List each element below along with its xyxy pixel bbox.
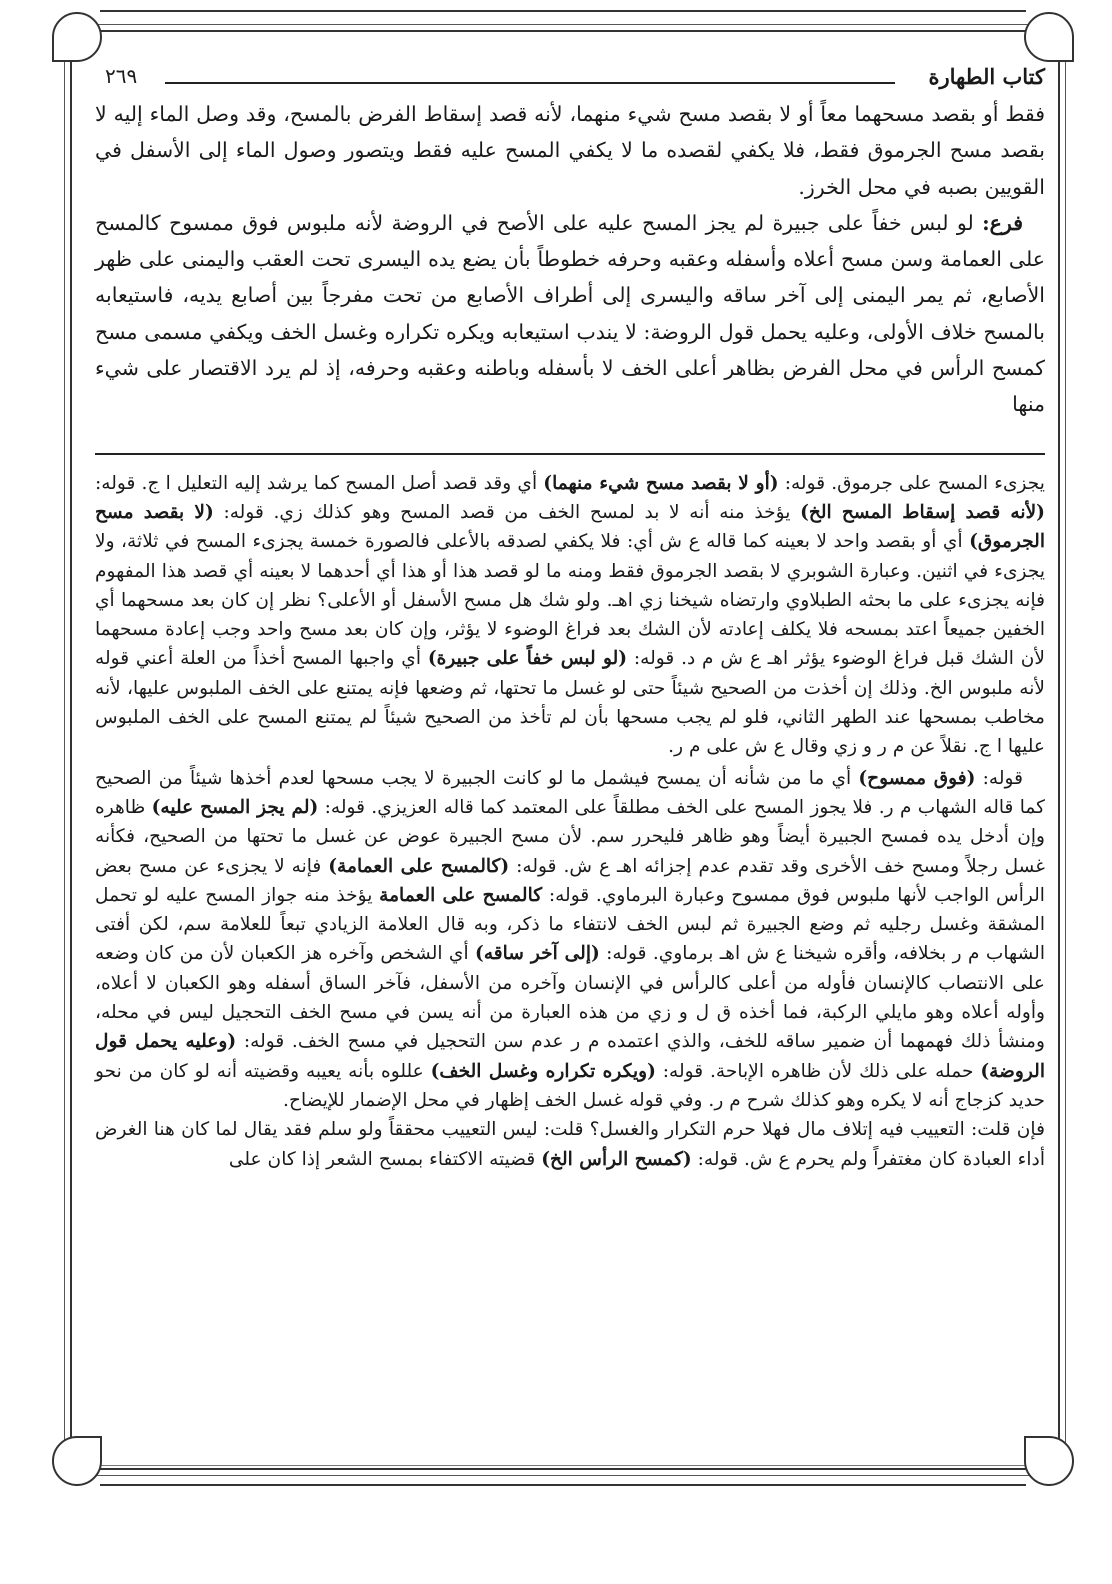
bold-phrase: (ويكره تكراره وغسل الخف) bbox=[430, 1060, 656, 1082]
corner-scroll-ornament bbox=[52, 1436, 102, 1486]
commentary-paragraph bbox=[95, 764, 1045, 1116]
text-run: ظاهره وإن أدخل يده فمسح الجبيرة أيضاً وهو ظاهر فليحرر سم. لأن مسح الجبيرة عوض عن غسل ما تحتها من الصحيح، فكأنه غسل رجلاً ومسح خف الأخرى وقد تقدم عدم إجزائه اهـ ع ش. قوله: bbox=[95, 796, 1045, 877]
commentary-paragraph bbox=[95, 1115, 1045, 1174]
text-run: أي الشخص وآخره هز الكعبان لأن من كان وضعه على الانتصاب كالإنسان فأوله من أعلى كالرأس في الإنسان وآخره من الأسفل، فآخر الساق أسفله وهو الكعبان لا أعلاه، وأوله أعلاه وهو مايلي الركبة، فما أخذه ق ل و زي من هذه العبارة من أنه يسن في مسح الخف التحجيل ليس في محله، ومنشأ ذلك فهمهما أن ضمير ساقه للخف، والذي اعتمده م ر عدم سن التحجيل في مسح الخف. قوله: bbox=[95, 943, 1045, 1053]
bold-phrase: (إلى آخر ساقه) bbox=[475, 943, 600, 965]
text-run: لو لبس خفاً على جبيرة لم يجز المسح عليه على الأصح في الروضة لأنه ملبوس فوق ممسوح كالمسح على العمامة وسن مسح أعلاه وأسفله وعقبه وحرفه خطوطاً بأن يضع يده اليسرى تحت العقب واليمنى على ظهر الأصابع، ثم يمر اليمنى إلى آخر ساقه واليسرى إلى أطراف الأصابع من تحت مفرجاً بين أصابع يديه، فاستيعابه بالمسح خلاف الأولى، وعليه يحمل قول الروضة: لا يندب استيعابه ويكره تكراره وغسل الخف ويكفي مسمى مسح كمسح الرأس في محل الفرض بظاهر أعلى الخف لا بأسفله وباطنه وعقبه وحرفه، إذ لم يرد الاقتصار على شيء منها bbox=[95, 210, 1045, 417]
bold-phrase: (لو لبس خفاً على جبيرة) bbox=[427, 648, 628, 670]
text-run: أي ما من شأنه أن يمسح فيشمل ما لو كانت الجبيرة لا يجب مسحها لعدم أخذها شيئاً من الصحيح كما قاله الشهاب م ر. فلا يجوز المسح على الخف مطلقاً على المعتمد كما قاله العزيزي. قوله: bbox=[95, 767, 1046, 818]
bold-phrase: (لم يجز المسح عليه) bbox=[151, 796, 319, 818]
text-run: حمله على ذلك لأن ظاهره الإباحة. قوله: bbox=[655, 1060, 981, 1082]
bold-phrase: (أو لا بقصد مسح شيء منهما) bbox=[543, 472, 779, 494]
corner-scroll-ornament bbox=[1024, 1436, 1074, 1486]
text-run: عللوه بأنه يعيبه وقضيته أنه لو كان من نحو حديد كزجاج أنه لا يكره وهو كذلك شرح م ر. وفي قوله غسل الخف إظهار في محل الإضمار للإيضاح. bbox=[95, 1060, 1045, 1111]
bold-phrase: (فوق ممسوح) bbox=[858, 767, 976, 789]
text-run: أي واجبها المسح أخذاً من العلة أعني قوله لأنه ملبوس الخ. وذلك إن أخذت من الصحيح شيئاً حتى لو غسل ما تحتها، ثم وضعها فإنه يمتنع على الخف الملبوس عليها، لأنه مخاطب بمسحها عند الطهر الثاني، فلو لم يجب مسحها بأن لم تأخذ من الصحيح شيئاً لم يمتنع المسح على الخف الملبوس عليها ا ج. نقلاً عن م ر و زي وقال ع ش على م ر. bbox=[95, 648, 1045, 758]
bold-phrase: (كمسح الرأس الخ) bbox=[541, 1148, 692, 1170]
text-run: أي أو بقصد واحد لا بعينه كما قاله ع ش أي: فلا يكفي لصدقه بالأعلى فالصورة خمسة يجزىء المسح في ثلاثة، ولا يجزىء في اثنين. وعبارة الشوبري لا بقصد الجرموق فقط ومنه ما لو قصد هذا أو هذا أي أحدهما لا بعينه أي قصد هذا المفهوم فإنه يجزىء على ما بحثه الطبلاوي وارتضاه شيخنا زي اهـ. ولو شك هل مسح الأسفل أو الأعلى؟ نظر إن كان بعد مسحهما أي الخفين جميعاً اعتد بمسحه فلا يكلف إعادته لأن الشك بعد فراغ الوضوء لا يؤثر، وإن كان بعد مسح واحد وجب إعادة مسحهما لأن الشك قبل فراغ الوضوء يؤثر اهـ ع ش م د. قوله: bbox=[95, 531, 1046, 670]
bold-phrase: (لا بقصد مسح الجرموق) bbox=[95, 501, 1045, 553]
header-rule bbox=[165, 82, 895, 84]
bold-phrase: (وعليه يحمل قول الروضة) bbox=[95, 1031, 1045, 1082]
text-run: أي وقد قصد أصل المسح كما يرشد إليه التعليل ا ج. قوله: bbox=[95, 472, 544, 494]
main-paragraph bbox=[95, 96, 1045, 205]
commentary-text bbox=[95, 469, 1045, 1174]
decorative-bottom-ribbon bbox=[100, 1465, 1026, 1486]
main-text bbox=[95, 96, 1045, 423]
text-run: فإنه لا يجزىء عن مسح بعض الرأس الواجب لأنها ملبوس فوق ممسوح وعبارة البرماوي. قوله: bbox=[95, 855, 1045, 906]
corner-scroll-ornament bbox=[52, 12, 102, 62]
text-run: يجزىء المسح على جرموق. قوله: bbox=[778, 472, 1045, 494]
text-run: فقط أو بقصد مسحهما معاً أو لا بقصد مسح شيء منهما، لأنه قصد إسقاط الفرض بالمسح، وقد وصل الماء إليه لا بقصد مسح الجرموق فقط، فلا يكفي لقصده ما لا يكفي المسح عليه فقط ويتصور وصول الماء إلى الأسفل في القويين بصبه في محل الخرز. bbox=[95, 102, 1045, 199]
corner-scroll-ornament bbox=[1024, 12, 1074, 62]
book-title: كتاب الطهارة bbox=[928, 64, 1045, 89]
bold-phrase: (لأنه قصد إسقاط المسح الخ) bbox=[800, 501, 1045, 523]
footnote-separator bbox=[95, 453, 1045, 455]
text-run: يؤخذ منه جواز المسح عليه لو تحمل المشقة وغسل رجليه ثم وضع الجبيرة ثم لبس الخف لانتفاء ما ذكر، وبه قال العلامة الزيادي تبعاً للعلامة سم، لكن أفتى الشهاب م ر بخلافه، وأقره شيخنا ع ش اهـ برماوي. قوله: bbox=[95, 884, 1045, 965]
main-paragraph bbox=[95, 205, 1045, 423]
text-run: فإن قلت: التعييب فيه إتلاف مال فهلا حرم التكرار والغسل؟ قلت: ليس التعييب محققاً ولو سلم فقد يقال لما كان هنا الغرض أداء العبادة كان مغتفراً ولم يحرم ع ش. قوله: bbox=[95, 1119, 1045, 1170]
bold-phrase: (كالمسح على العمامة) bbox=[328, 855, 510, 877]
text-run: قوله: bbox=[975, 767, 1023, 789]
bold-phrase: فرع: bbox=[982, 210, 1023, 235]
decorative-top-ribbon bbox=[100, 10, 1026, 31]
page-number: ٢٦٩ bbox=[105, 64, 138, 88]
commentary-paragraph bbox=[95, 469, 1045, 762]
running-header bbox=[95, 60, 1045, 96]
bold-phrase: كالمسح على العمامة bbox=[379, 884, 543, 906]
page-content bbox=[95, 60, 1045, 1174]
text-run: قضيته الاكتفاء بمسح الشعر إذا كان على bbox=[228, 1148, 542, 1170]
text-run: يؤخذ منه أنه لا بد لمسح الخف من قصد المسح وهو كذلك زي. قوله: bbox=[213, 501, 801, 523]
